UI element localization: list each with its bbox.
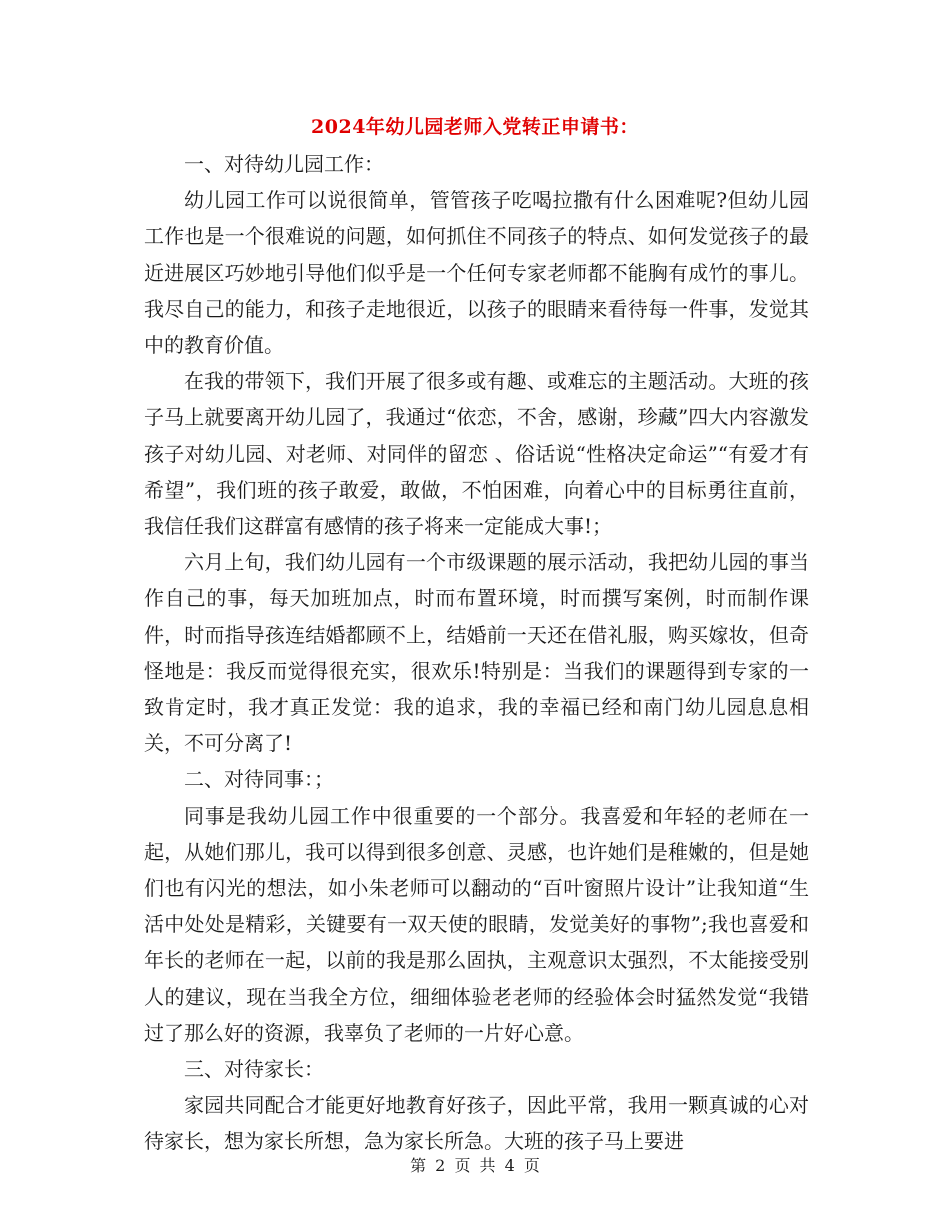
paragraph: 六月上旬，我们幼儿园有一个市级课题的展示活动，我把幼儿园的事当作自己的事，每天加班加点，时而布置环境，时而撰写案例，时而制作课件，时而指导孩连结婚都顾不上，结婚前一天还在借礼服，购买嫁妆，但奇怪地是：我反而觉得很充实，很欢乐!特别是：当我们的课题得到专家的一致肯定时，我才真正发觉：我的追求，我的幸福已经和南门幼儿园息息相关，不可分离了!	[144, 550, 809, 756]
section-heading-work: 一、对待幼儿园工作：	[184, 152, 384, 176]
document-body	[144, 146, 809, 1160]
section-heading-parents: 三、对待家长：	[184, 1057, 324, 1082]
page-footer: 第 2 页 共 4 页	[410, 1156, 540, 1175]
paragraph: 在我的带领下，我们开展了很多或有趣、或难忘的主题活动。大班的孩子马上就要离开幼儿园了，我通过“依恋，不舍，感谢，珍藏”四大内容激发孩子对幼儿园、对老师、对同伴的留恋 、俗话说“性格决定命运”“有爱才有希望”，我们班的孩子敢爱，敢做，不怕困难，向着心中的目标勇往直前，我信任我们这群富有感情的孩子将来一定能成大事!；	[144, 369, 809, 539]
paragraph: 同事是我幼儿园工作中很重要的一个部分。我喜爱和年轻的老师在一起，从她们那儿，我可以得到很多创意、灵感，也许她们是稚嫩的，但是她们也有闪光的想法，如小朱老师可以翻动的“百叶窗照片设计”让我知道“生活中处处是精彩，关键要有一双天使的眼睛，发觉美好的事物”;我也喜爱和年长的老师在一起，以前的我是那么固执，主观意识太强烈，不太能接受别人的建议，现在当我全方位，细细体验老老师的经验体会时猛然发觉“我错过了那么好的资源，我辜负了老师的一片好心意。	[144, 803, 809, 1045]
section-heading-colleagues: 二、对待同事：；	[184, 767, 334, 792]
paragraph: 家园共同配合才能更好地教育好孩子，因此平常，我用一颗真诚的心对待家长，想为家长所想，急为家长所急。大班的孩子马上要进	[144, 1093, 809, 1154]
paragraph: 幼儿园工作可以说很简单，管管孩子吃喝拉撒有什么困难呢?但幼儿园工作也是一个很难说的问题，如何抓住不同孩子的特点、如何发觉孩子的最近进展区巧妙地引导他们似乎是一个任何专家老师都不能胸有成竹的事儿。我尽自己的能力，和孩子走地很近，以孩子的眼睛来看待每一件事，发觉其中的教育价值。	[144, 188, 809, 358]
document-title: 2024年幼儿园老师入党转正申请书：	[311, 116, 639, 138]
